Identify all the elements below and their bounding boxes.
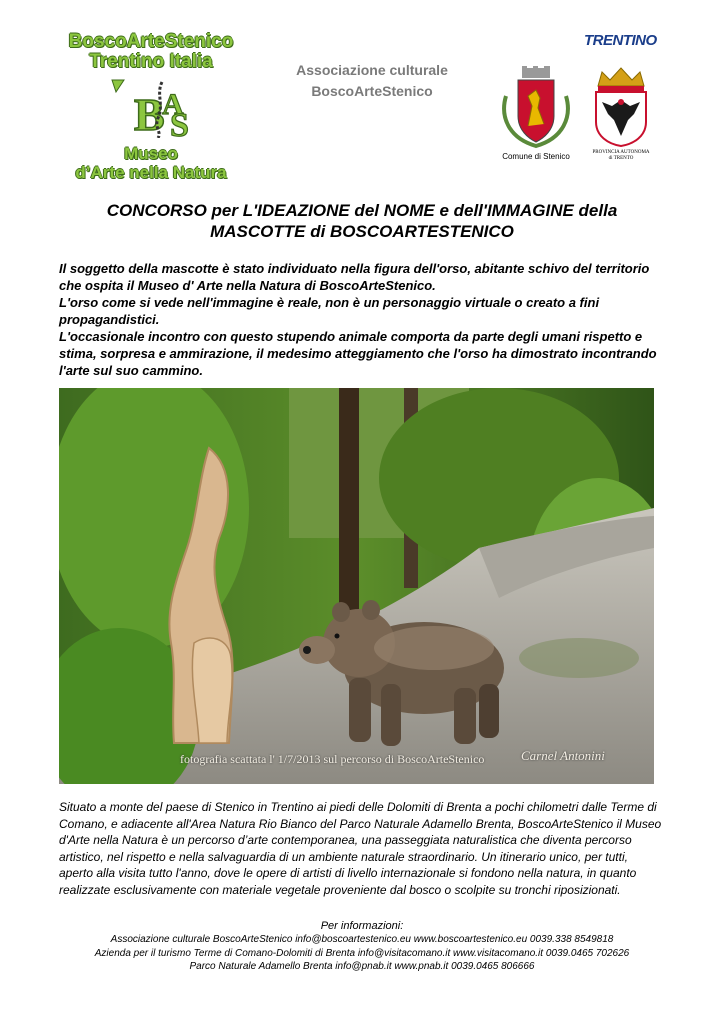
intro-paragraph-2: L'orso come si vede nell'immagine è reale, non è un personaggio virtuale o creato a fini propagandistici. (59, 295, 600, 327)
provincia-crest (588, 64, 654, 164)
museum-description: Situato a monte del paese di Stenico in Trentino ai piedi delle Dolomiti di Brenta a pochi chilometri dalle Terme di Comano, e adiacente all'Area Natura Rio Bianco del Parco Naturale Adamello Brenta, BoscoArteStenico il Museo d'Arte nella Natura è un percorso d’arte contemporanea, una passeggiata naturalistica che diventa percorso artistico, nel rispetto e nella salvaguardia di un ambiente naturale straordinario. Un itinerario unico, per tutti, aperto alla visita tutto l'anno, dove le opere di artisti di livello internazionale si fondono nella natura, in quanto realizzate esclusivamente con materiale vegetale proveniente dal bosco o scolpite su tronchi riposizionati. (59, 800, 662, 897)
contact-info (30, 919, 694, 974)
association-line-2: BoscoArteStenico (311, 83, 433, 99)
logo-line-1: BoscoArteStenico (68, 31, 234, 52)
photographer-signature: Carnel Antonini (521, 748, 605, 763)
intro-text (59, 260, 663, 379)
provincia-label-2: di TRENTO (608, 156, 634, 161)
logo-line-3: Museo (124, 144, 178, 163)
title-line-1: CONCORSO per L'IDEAZIONE del NOME e dell'IMMAGINE della (106, 201, 618, 220)
provincia-shield-icon (588, 64, 654, 148)
bear-photo (59, 388, 654, 784)
trentino-logo: TRENTINO (584, 32, 657, 49)
info-line-3: Parco Naturale Adamello Brenta info@pnab.it www.pnab.it 0039.0465 806666 (189, 961, 535, 972)
comune-label: Comune di Stenico (502, 152, 570, 161)
association-line-1: Associazione culturale (296, 62, 448, 78)
comune-shield-icon (498, 66, 574, 150)
comune-crest (498, 66, 574, 166)
association-name (272, 60, 472, 102)
logo-line-2: Trentino Italia (89, 51, 213, 72)
svg-text:A: A (162, 88, 184, 121)
bear-photo-scene (59, 388, 654, 784)
page-title (40, 200, 684, 242)
info-line-2: Azienda per il turismo Terme di Comano-Dolomiti di Brenta info@visitacomano.it www.visitacomano.it 0039.0465 702626 (94, 947, 630, 959)
provincia-label-1: PROVINCIA AUTONOMA (592, 150, 650, 155)
info-line-1: Associazione culturale BoscoArteStenico info@boscoartestenico.eu www.boscoartestenico.eu 0039.338 8549818 (110, 934, 614, 945)
info-heading: Per informazioni: (320, 920, 404, 932)
logo-line-4: d’Arte nella Natura (75, 163, 227, 182)
svg-text:B: B (134, 89, 165, 138)
title-line-2: MASCOTTE di BOSCOARTESTENICO (210, 222, 514, 241)
photo-caption: fotografia scattata l' 1/7/2013 sul percorso di BoscoArteStenico (180, 752, 485, 766)
svg-text:S: S (170, 107, 189, 138)
intro-paragraph-1: Il soggetto della mascotte è stato individuato nella figura dell'orso, abitante schivo del territorio che ospita il Museo d' Arte nella Natura di BoscoArteStenico. (59, 261, 650, 293)
intro-paragraph-3: L'occasionale incontro con questo stupendo animale comporta da parte degli umani rispetto e stima, sorpresa e ammirazione, il medesimo atteggiamento che l'orso ha dimostrato incontrando l'arte sul suo cammino. (59, 329, 657, 378)
museum-logo (62, 32, 240, 182)
logo-emblem-icon (104, 74, 204, 138)
